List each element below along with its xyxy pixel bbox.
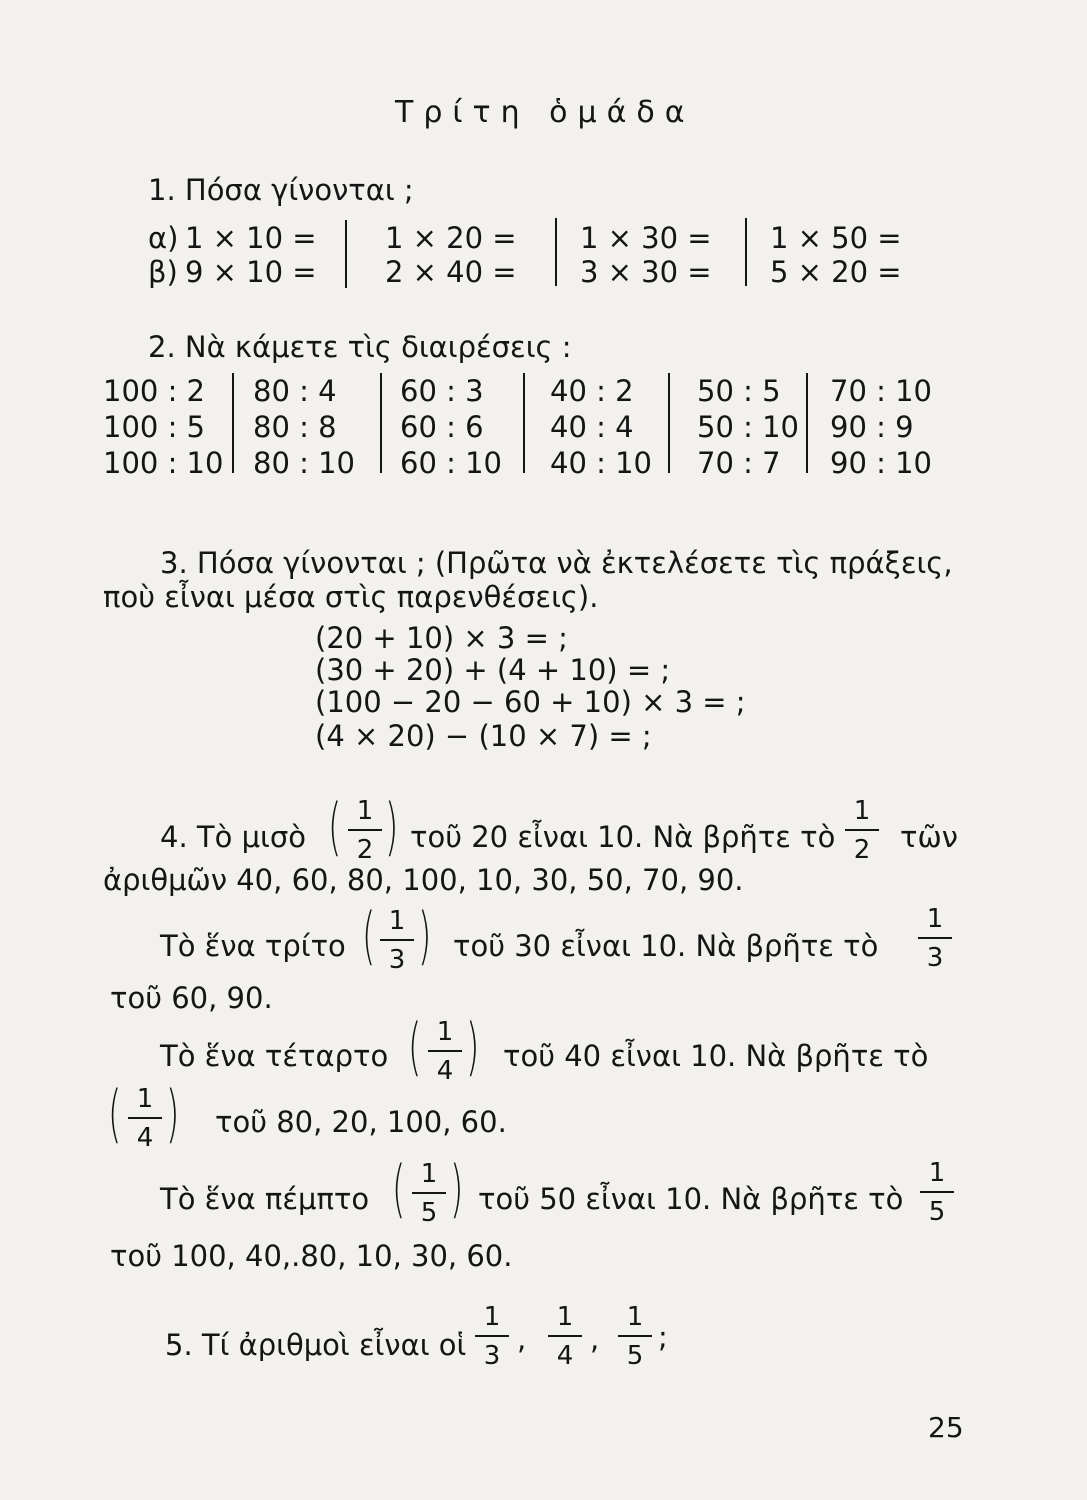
exercise-4-text: τοῦ 60, 90. [110, 981, 273, 1015]
multiplication-cell: 9 × 10 = [185, 255, 317, 289]
column-divider [523, 373, 525, 473]
fraction-bar [412, 1192, 446, 1194]
fraction-denominator: 5 [626, 1341, 644, 1371]
fraction-fifth [412, 1161, 446, 1226]
section-title: Τρίτη ὁμάδα [395, 95, 695, 130]
exercise-4-text: τοῦ 40 εἶναι 10. Νὰ βρῆτε τὸ [503, 1039, 929, 1073]
exercise-4-text: Τὸ ἕνα πέμπτο [160, 1182, 370, 1216]
fraction-numerator: 1 [853, 796, 871, 826]
right-paren: ) [466, 1010, 480, 1083]
exercise-4-text: Τὸ ἕνα τέταρτο [160, 1039, 389, 1073]
column-divider [745, 218, 747, 286]
division-cell: 70 : 7 [697, 446, 781, 480]
fraction-bar [920, 1191, 954, 1193]
exercise-3-heading: 3. Πόσα γίνονται ; (Πρῶτα νὰ ἐκτελέσετε τὶς πράξεις, [160, 546, 953, 580]
multiplication-cell: 3 × 30 = [580, 255, 712, 289]
expression: (20 + 10) × 3 = ; [315, 621, 568, 655]
division-cell: 100 : 10 [103, 446, 224, 480]
division-cell: 90 : 9 [830, 410, 914, 444]
division-cell: 60 : 3 [400, 374, 484, 408]
left-paren: ( [108, 1077, 122, 1150]
exercise-4-text: 4. Τὸ μισὸ [160, 820, 306, 854]
fraction-numerator: 1 [926, 904, 944, 934]
exercise-4-text: τοῦ 80, 20, 100, 60. [215, 1105, 507, 1139]
fraction-bar [845, 829, 879, 831]
multiplication-cell: 1 × 10 = [185, 221, 317, 255]
fraction-bar [548, 1335, 582, 1337]
fraction-numerator: 1 [483, 1302, 501, 1332]
fraction-numerator: 1 [136, 1084, 154, 1114]
fraction-fifth [618, 1304, 652, 1369]
fraction-denominator: 3 [388, 945, 406, 975]
division-cell: 40 : 4 [550, 410, 634, 444]
fraction-third [380, 908, 414, 973]
fraction-denominator: 4 [436, 1056, 454, 1086]
exercise-4-text: τοῦ 30 εἶναι 10. Νὰ βρῆτε τὸ [453, 929, 879, 963]
fraction-bar [428, 1050, 462, 1052]
row-a-label: α) [148, 221, 179, 255]
column-divider [345, 220, 347, 288]
fraction-numerator: 1 [928, 1158, 946, 1188]
multiplication-cell: 5 × 20 = [770, 255, 902, 289]
fraction-fifth [920, 1160, 954, 1225]
fraction-quarter [428, 1019, 462, 1084]
multiplication-cell: 2 × 40 = [385, 255, 517, 289]
left-paren: ( [408, 1010, 422, 1083]
expression: (4 × 20) − (10 × 7) = ; [315, 719, 652, 753]
division-cell: 70 : 10 [830, 374, 933, 408]
division-cell: 90 : 10 [830, 446, 933, 480]
exercise-4-text: τοῦ 100, 40,.80, 10, 30, 60. [110, 1239, 513, 1273]
fraction-numerator: 1 [420, 1159, 438, 1189]
column-divider [806, 373, 808, 473]
division-cell: 80 : 4 [253, 374, 337, 408]
right-paren: ) [418, 899, 432, 972]
exercise-4-text: ἀριθμῶν 40, 60, 80, 100, 10, 30, 50, 70, 90. [103, 863, 744, 897]
exercise-2-heading: 2. Νὰ κάμετε τὶς διαιρέσεις : [148, 330, 572, 364]
division-cell: 40 : 10 [550, 446, 653, 480]
fraction-quarter [128, 1086, 162, 1151]
page-number: 25 [928, 1411, 964, 1444]
division-cell: 50 : 10 [697, 410, 800, 444]
question-mark: ; [658, 1320, 668, 1354]
right-paren: ) [450, 1152, 464, 1225]
fraction-denominator: 2 [356, 835, 374, 865]
row-b-label: β) [148, 255, 178, 289]
multiplication-cell: 1 × 50 = [770, 221, 902, 255]
exercise-4-text: Τὸ ἕνα τρίτο [160, 929, 346, 963]
fraction-numerator: 1 [388, 906, 406, 936]
exercise-5-text: 5. Τί ἀριθμοὶ εἶναι οἱ [165, 1328, 467, 1362]
exercise-4-text: τοῦ 50 εἶναι 10. Νὰ βρῆτε τὸ [478, 1182, 904, 1216]
right-paren: ) [385, 790, 399, 863]
fraction-denominator: 3 [926, 943, 944, 973]
left-paren: ( [328, 790, 342, 863]
fraction-numerator: 1 [556, 1302, 574, 1332]
fraction-denominator: 5 [420, 1198, 438, 1228]
fraction-bar [380, 939, 414, 941]
left-paren: ( [362, 899, 376, 972]
fraction-bar [918, 937, 952, 939]
division-cell: 100 : 5 [103, 410, 206, 444]
fraction-denominator: 5 [928, 1197, 946, 1227]
exercise-1-heading: 1. Πόσα γίνονται ; [148, 173, 414, 207]
fraction-half [348, 798, 382, 863]
division-cell: 50 : 5 [697, 374, 781, 408]
expression: (100 − 20 − 60 + 10) × 3 = ; [315, 685, 746, 719]
column-divider [668, 373, 670, 473]
division-cell: 100 : 2 [103, 374, 206, 408]
separator-comma: , [590, 1322, 600, 1356]
column-divider [232, 373, 234, 473]
fraction-bar [618, 1335, 652, 1337]
column-divider [380, 373, 382, 473]
multiplication-cell: 1 × 20 = [385, 221, 517, 255]
fraction-denominator: 4 [136, 1123, 154, 1153]
fraction-denominator: 3 [483, 1341, 501, 1371]
fraction-third [918, 906, 952, 971]
fraction-numerator: 1 [436, 1017, 454, 1047]
multiplication-cell: 1 × 30 = [580, 221, 712, 255]
fraction-bar [348, 829, 382, 831]
division-cell: 80 : 8 [253, 410, 337, 444]
exercise-4-text: τῶν [900, 820, 958, 854]
division-cell: 60 : 6 [400, 410, 484, 444]
fraction-quarter [548, 1304, 582, 1369]
division-cell: 60 : 10 [400, 446, 503, 480]
fraction-numerator: 1 [356, 796, 374, 826]
left-paren: ( [392, 1152, 406, 1225]
fraction-numerator: 1 [626, 1302, 644, 1332]
separator-comma: , [517, 1322, 527, 1356]
fraction-bar [475, 1335, 509, 1337]
fraction-denominator: 4 [556, 1341, 574, 1371]
fraction-denominator: 2 [853, 835, 871, 865]
fraction-half [845, 798, 879, 863]
exercise-4-text: τοῦ 20 εἶναι 10. Νὰ βρῆτε τὸ [410, 820, 836, 854]
right-paren: ) [166, 1077, 180, 1150]
column-divider [555, 218, 557, 286]
division-cell: 80 : 10 [253, 446, 356, 480]
exercise-3-subtext: ποὺ εἶναι μέσα στὶς παρενθέσεις). [103, 580, 599, 614]
expression: (30 + 20) + (4 + 10) = ; [315, 653, 671, 687]
fraction-third [475, 1304, 509, 1369]
fraction-bar [128, 1117, 162, 1119]
division-cell: 40 : 2 [550, 374, 634, 408]
